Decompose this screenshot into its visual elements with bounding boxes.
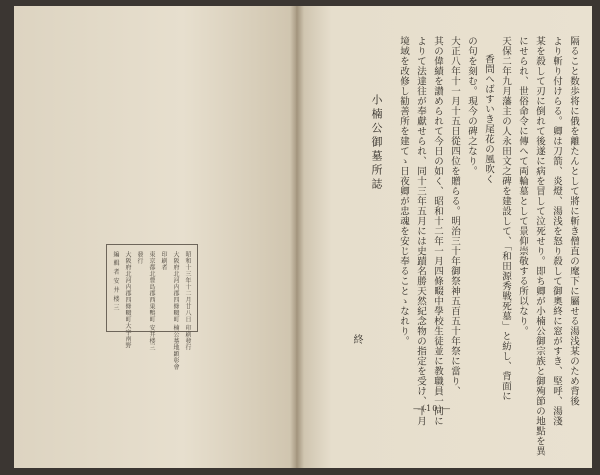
colophon-line: 東京都北豊島郡西巣鴨町 安井楼三	[148, 251, 155, 351]
body-text-column: より斬り付けらる。卿は刀箭、炎燈、湯浅を怒り殺して御奧終に窓がすき、堅呼、湯淺	[551, 36, 562, 426]
body-text-column: にせられ、世俗命令に傳へて両輪墓として景仰崇敬する所以なり。	[517, 36, 528, 336]
signature-title: 小楠公御墓所誌	[370, 94, 383, 192]
body-text-column: 境域を改修し勧善所を建てゝ日夜卿が忠魂を安じ奉ることゝなれり。	[398, 36, 409, 346]
body-text-column: 其の偉績を讃められて今日の如く、昭和十二年一月四條畷中學校生徒並に教職員一同に	[432, 36, 443, 426]
body-text-column: 天保二年九月藩主の人永田文之碑を建設して、「和田源秀戦死墓」と紡し、背面に	[500, 36, 511, 402]
colophon-line: 印刷者	[160, 251, 167, 271]
colophon-line: 編 輯 者 安 井 楼 三	[112, 251, 119, 311]
body-text-column: 隔ること数歩将に俄を離たんとして將に斬き僧直の麾下に屬せる湯浅某のため背後	[568, 36, 579, 406]
book-spread	[14, 6, 592, 468]
colophon-line: 大阪府北河内郡四條畷町 楠公墓地顕彰會	[172, 251, 179, 371]
body-text-column: 某を殺して刃に倒れて後遂に病を冒して泣死せり。即ち卿が小楠公御宗族と御殉節の地點を異	[534, 36, 545, 456]
body-text-column: の句を刻む。現今の碑之なり。	[466, 36, 477, 176]
right-page	[296, 6, 592, 468]
body-text-column: 香問へばすいき尾花の風吹く	[483, 54, 494, 184]
colophon-line: 昭和十三年十二月廿八日 印刷發行	[184, 251, 191, 351]
colophon-box	[106, 244, 198, 371]
book-gutter	[290, 6, 304, 468]
colophon-line: 大阪府北河内郡四條畷町大字南野	[124, 251, 131, 349]
body-text-column: 大正八年十一月十五日從四位を贈らる。明治三十年御祭神五百五十年祭に當り、	[449, 36, 460, 396]
colophon-line: 發行	[136, 251, 143, 264]
left-page	[14, 6, 296, 468]
body-text-column: よりて法達往が奉獻せられ、同十三年五月には史蹟名勝天然紀念物の指定を受け、十月	[415, 36, 426, 426]
end-mark: 終	[351, 334, 362, 345]
page-number: —(10)—	[413, 404, 452, 413]
